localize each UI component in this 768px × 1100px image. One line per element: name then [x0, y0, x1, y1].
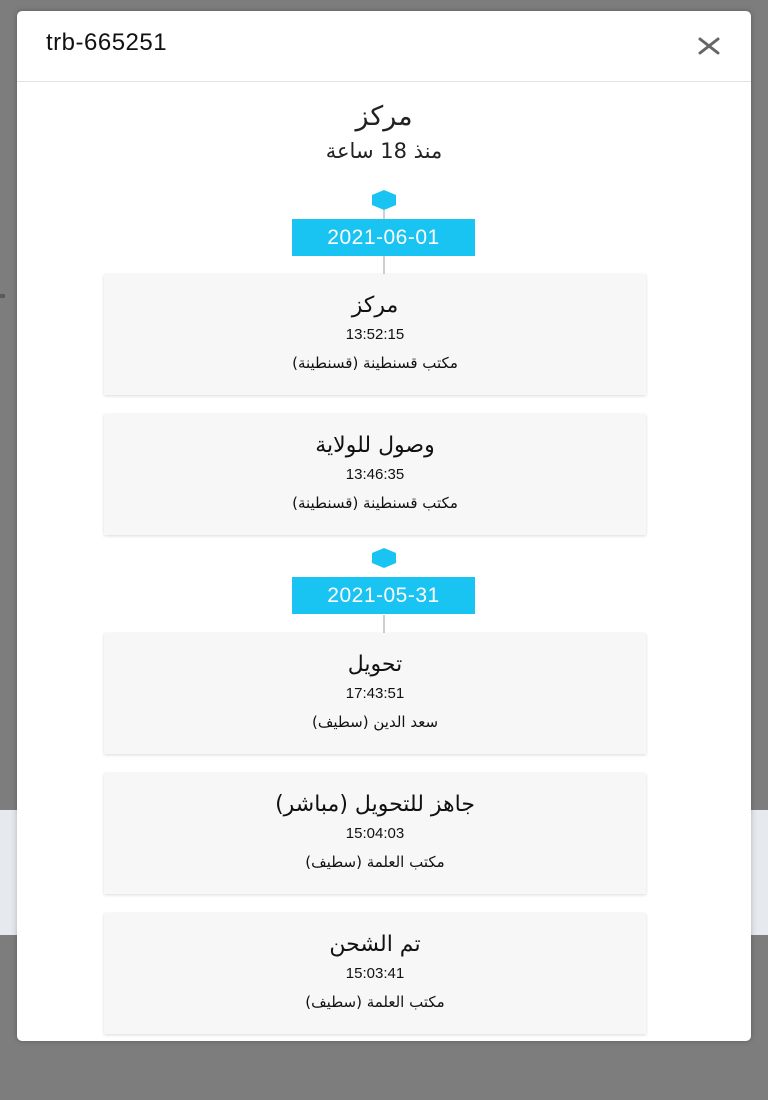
event-status: وصول للولاية: [315, 433, 435, 458]
event-status: تم الشحن: [329, 932, 421, 957]
timeline-event: [104, 913, 646, 1034]
event-location: سعد الدين (سطيف): [311, 713, 439, 731]
tracking-modal: [17, 11, 751, 1041]
event-location: مكتب العلمة (سطيف): [305, 853, 445, 871]
event-location: مكتب العلمة (سطيف): [305, 993, 445, 1011]
close-icon: [697, 34, 721, 58]
event-time: 15:03:41: [345, 965, 405, 982]
hexagon-dot-icon: [369, 190, 399, 210]
date-badge: 2021-06-01: [292, 219, 475, 256]
timeline-event: [104, 274, 646, 395]
event-time: 15:04:03: [345, 825, 405, 842]
event-status: تحويل: [347, 652, 403, 677]
event-location: مكتب قسنطينة (قسنطينة): [292, 494, 458, 512]
event-location: مكتب قسنطينة (قسنطينة): [292, 354, 458, 372]
close-button[interactable]: [697, 34, 721, 58]
modal-body: [17, 100, 751, 1011]
event-status: مركز: [351, 293, 399, 318]
event-time: 13:52:15: [345, 326, 405, 343]
page-backdrop-mark: [0, 294, 5, 298]
status-time-ago: منذ 18 ساعة: [325, 139, 443, 163]
current-status: مركز: [355, 101, 413, 132]
timeline-event: [104, 414, 646, 535]
date-badge: 2021-05-31: [292, 577, 475, 614]
event-time: 17:43:51: [345, 685, 405, 702]
tracking-timeline: [17, 100, 751, 1100]
timeline-event: [104, 633, 646, 754]
event-time: 13:46:35: [345, 466, 405, 483]
modal-title: trb-665251: [46, 29, 168, 56]
hexagon-dot-icon: [369, 548, 399, 568]
event-status: جاهز للتحويل (مباشر): [275, 792, 475, 817]
modal-header: [17, 11, 751, 82]
timeline-event: [104, 773, 646, 894]
